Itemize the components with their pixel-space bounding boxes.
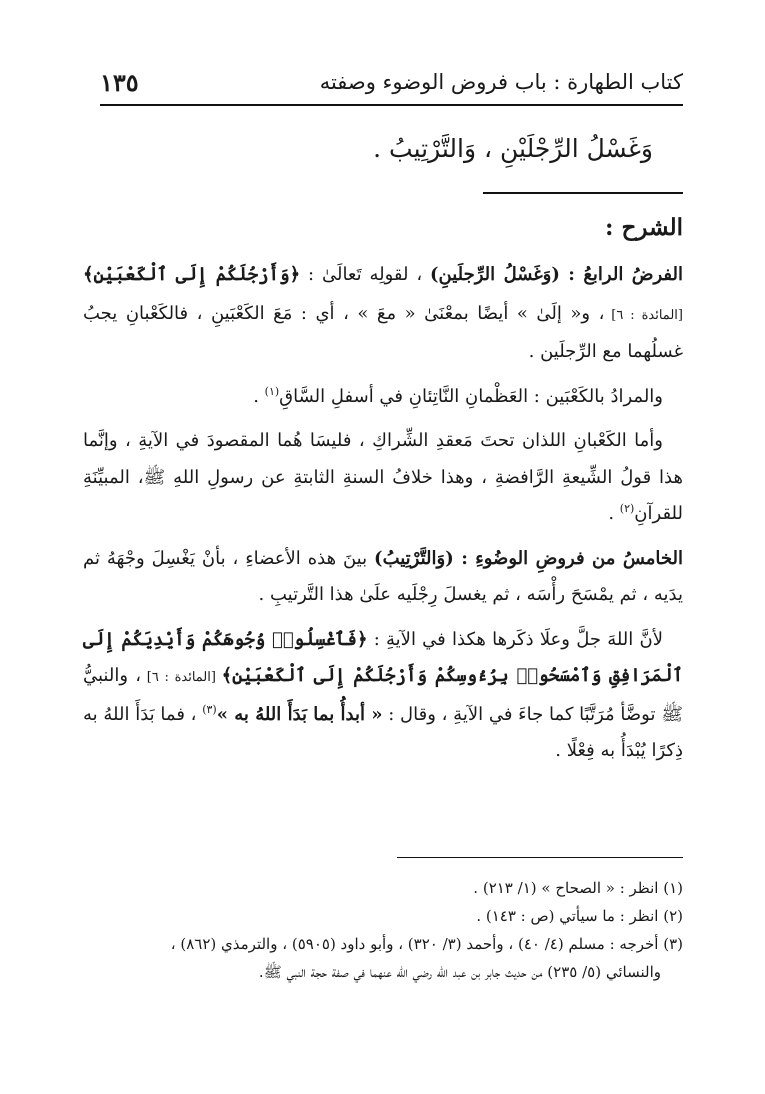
paragraph-text: ، فما بَدَأَ اللهُ به ذِكرًا يُبْدَأُ به فِعْلًا . xyxy=(83,703,683,761)
paragraph-end: . xyxy=(253,385,265,407)
footnote-1: (١) انظر : « الصحاح » (١/ ٢١٣) . xyxy=(473,879,683,897)
hadith-quote: « أبدأُ بما بَدَأَ اللهُ به » xyxy=(216,703,383,725)
paragraph-text: وأما الكَعْبانِ اللذان تحتَ مَعقدِ الشِّراكِ ، فليسَا هُما المقصودَ في الآيةِ ، وإنَّما هذا قولُ الشِّيعةِ الرَّافضةِ ، وهذا خلافُ السنةِ الثابتةِ عن رسولِ اللهِ ﷺ، المبيِّنَةِ للقرآنِ xyxy=(83,430,684,524)
verse-reference: [المائدة : ٦] xyxy=(604,307,683,323)
footnote-marker: (٢) xyxy=(619,502,635,515)
matn-separator xyxy=(483,192,683,194)
footnotes xyxy=(78,876,683,988)
paragraph-text: ، والنبيُّ ﷺ توضَّأ مُرَتَّبًا كما جاءَ في الآيةِ ، وقال : xyxy=(83,665,683,725)
verse-reference: [المائدة : ٦] xyxy=(141,670,222,685)
footnote-3-continuation: والنسائي (٥/ ٢٣٥) من حديث جابر بن عبد الله رضي الله عنهما في صفة حجة النبي ﷺ. xyxy=(258,963,661,981)
commentary-body xyxy=(83,257,683,778)
footnote-marker: (١) xyxy=(264,384,280,398)
page-number: ١٣٥ xyxy=(100,67,139,97)
footnote-marker: (٣) xyxy=(202,702,217,716)
quran-verse: ﴿فَٱغْسِلُوا۟ وُجُوهَكُمْ وَأَيْدِيَكُمْ إِلَى ٱلْمَرَافِقِ وَٱمْسَحُوا۟ بِرُءُوسِكُمْ وَأَرْجُلَكُمْ إِلَى ٱلْكَعْبَيْنِ﴾ xyxy=(83,628,684,686)
paragraph-kaabain xyxy=(83,379,683,416)
paragraph-order-evidence xyxy=(83,622,683,770)
paragraph-text: بينَ هذه الأعضاءِ ، بأنْ يَغْسِلَ وجْهَهُ ثم يدَيه ، ثم يمْسَحَ رأْسَه ، ثم يغسلَ رِجْلَيه علَىٰ هذا التَّرتيبِ . xyxy=(83,547,683,605)
paragraph-text: لأنَّ اللهَ جلَّ وعلَا ذكَرها هكذا في الآيةِ : xyxy=(367,628,664,650)
footnote-separator xyxy=(397,857,683,858)
footnote-2: (٢) انظر : ما سيأتي (ص : ١٤٣) . xyxy=(476,907,683,925)
paragraph-fifth-obligation xyxy=(83,541,683,614)
running-header xyxy=(100,62,683,102)
paragraph-fourth-obligation xyxy=(83,257,683,371)
paragraph-shiraak xyxy=(83,423,683,533)
paragraph-intro: الخامسُ من فروضِ الوضُوءِ : (وَالتَّرْتِيبُ) xyxy=(374,547,684,569)
header-rule xyxy=(100,104,683,106)
paragraph-text: والمرادُ بالكَعْبَين : العَظْمانِ النَّاتِئانِ في أسفلِ السَّاقِ xyxy=(279,385,663,407)
matn-text: وَغَسْلُ الرِّجْلَيْنِ ، وَالتَّرْتِيبُ . xyxy=(373,134,653,163)
quran-verse: ﴿وَأَرْجُلَكُمْ إِلَى ٱلْكَعْبَيْنِ﴾ xyxy=(83,264,301,285)
paragraph-intro: الفرضُ الرابعُ : (وَغَسْلُ الرِّجلَينِ) xyxy=(430,264,684,285)
footnote-3: (٣) أخرجه : مسلم (٤/ ٤٠) ، وأحمد (٣/ ٣٢٠) ، وأبو داود (٥٩٠٥) ، والترمذي (٨٦٢) ، xyxy=(170,935,683,953)
paragraph-end: . xyxy=(608,503,620,524)
paragraph-text: ، و« إلَىٰ » أيضًا بمعْنَىٰ « معَ » ، أي : مَعَ الكَعْبَينِ ، فالكَعْبانِ يجبُ غسلُهما مع الرِّجلَين . xyxy=(83,302,683,362)
chapter-title: كتاب الطهارة : باب فروض الوضوء وصفته xyxy=(319,70,683,94)
commentary-heading: الشرح : xyxy=(605,214,683,241)
paragraph-text: ، لقولِه تَعالَىٰ : xyxy=(300,264,431,285)
